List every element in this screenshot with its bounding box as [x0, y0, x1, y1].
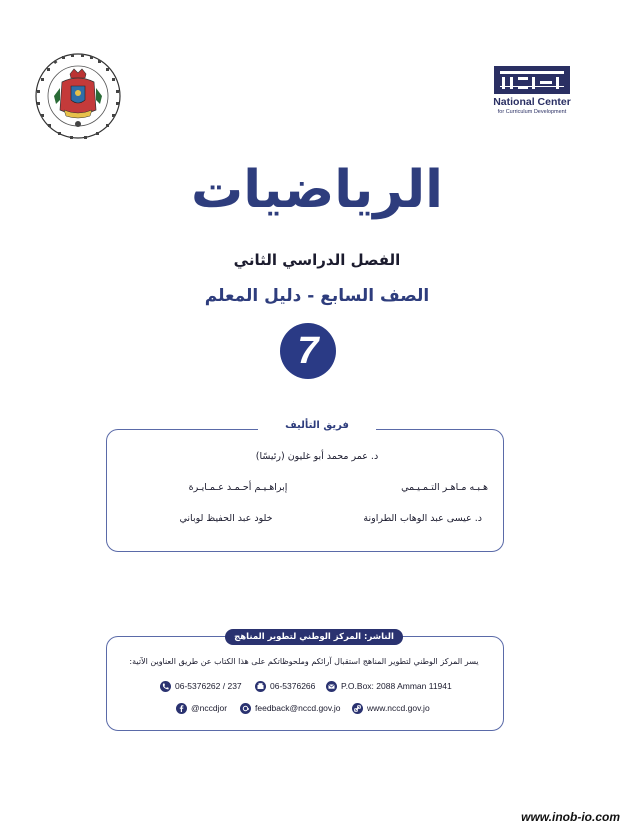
facebook-icon[interactable]: [176, 703, 187, 714]
nccd-logo-name: National Center: [493, 96, 571, 108]
author-name: هـبـه مـاهـر التـمـيـمي: [401, 482, 488, 493]
phone-icon: [160, 681, 171, 692]
author-lead: د. عمر محمد أبو غليون (رئيسًا): [255, 451, 379, 462]
website-link[interactable]: www.nccd.gov.jo: [367, 703, 430, 713]
author-name: إبراهـيـم أحـمـد عـمـايـرة: [188, 482, 288, 493]
authors-heading: فريق التأليف: [258, 420, 376, 431]
author-name: د. عيسى عبد الوهاب الطراونة: [363, 513, 482, 524]
grade-number: 7: [297, 330, 319, 372]
grade-badge: [280, 323, 336, 379]
po-box: P.O.Box: 2088 Amman 11941: [341, 681, 452, 691]
fax-icon: [255, 681, 266, 692]
ministry-emblem: [34, 52, 122, 140]
publisher-note: يسر المركز الوطني لتطوير المناهج استقبال آرائكم وملحوظاتكم على هذا الكتاب عن طريق العناوين الآتية:: [129, 657, 479, 666]
nccd-logo-subtitle: for Curriculum Development: [497, 109, 567, 115]
grade-guide-label: الصف السابع - دليل المعلم: [204, 286, 430, 306]
author-name: خلود عبد الحفيظ لوباني: [179, 513, 273, 524]
publisher-badge: الناشر: المركز الوطني لتطوير المناهج: [225, 629, 403, 645]
feedback-email[interactable]: feedback@nccd.gov.jo: [255, 703, 341, 713]
nccd-logo-mark: [494, 66, 570, 94]
facebook-handle[interactable]: @nccdjor: [191, 703, 228, 713]
footer-url[interactable]: www.inob-io.com: [521, 810, 620, 824]
phone-number: 06-5376262 / 237: [175, 681, 242, 691]
semester-label: الفصل الدراسي الثاني: [233, 251, 401, 269]
fax-number: 06-5376266: [270, 681, 316, 691]
book-title: الرياضيات: [190, 160, 443, 220]
nccd-logo: [492, 66, 572, 120]
email-icon[interactable]: [240, 703, 251, 714]
link-icon[interactable]: [352, 703, 363, 714]
mail-box-icon: [326, 681, 337, 692]
